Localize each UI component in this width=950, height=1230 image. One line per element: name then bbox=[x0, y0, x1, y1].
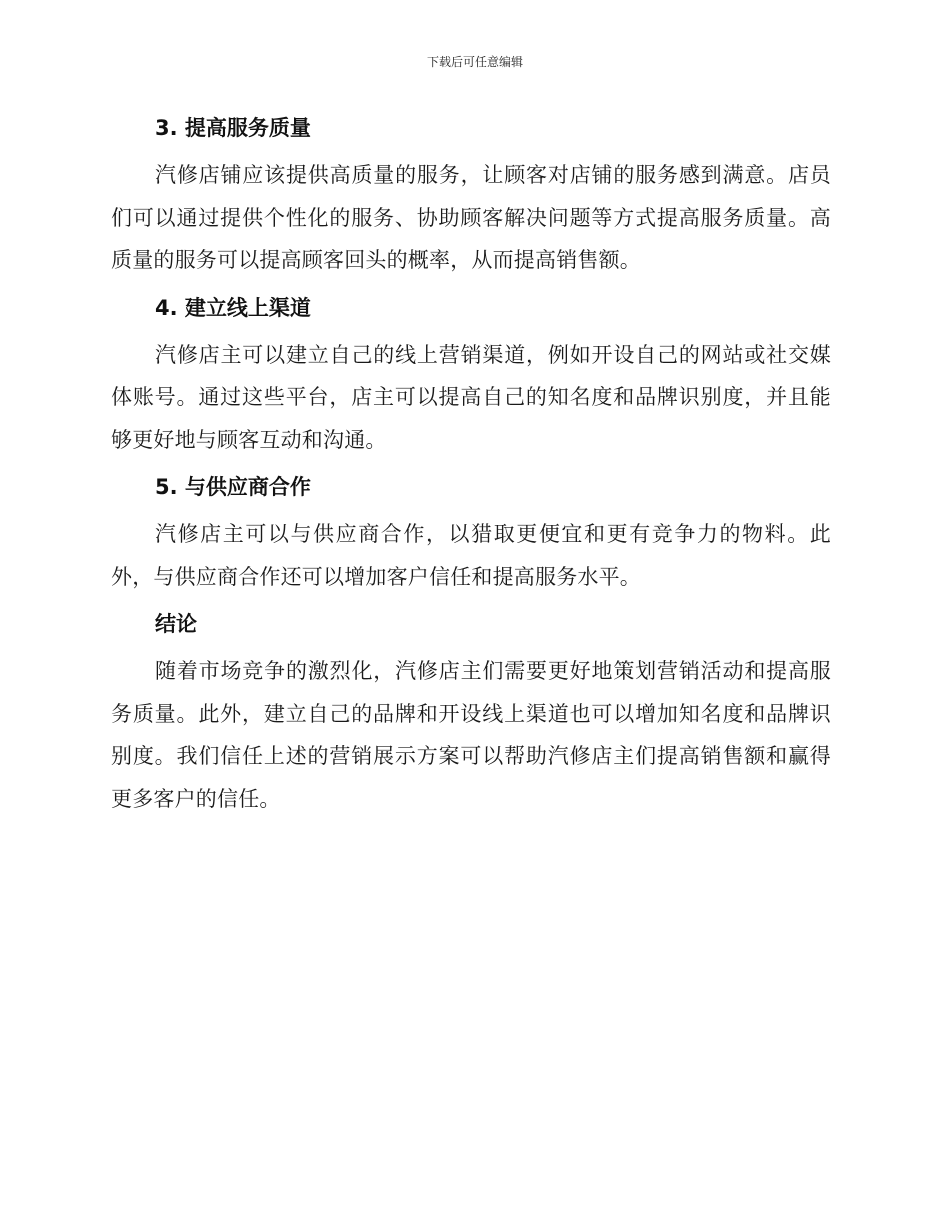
section-heading: 结论 bbox=[155, 612, 197, 636]
section-heading: 4. 建立线上渠道 bbox=[155, 295, 311, 320]
section-service-quality bbox=[111, 108, 831, 282]
section-paragraph: 汽修店主可以与供应商合作，以猎取更便宜和更有竞争力的物料。此外，与供应商合作还可以增加客户信任和提高服务水平。 bbox=[111, 522, 831, 589]
section-paragraph: 汽修店铺应该提供高质量的服务，让顾客对店铺的服务感到满意。店员们可以通过提供个性化的服务、协助顾客解决问题等方式提高服务质量。高质量的服务可以提高顾客回头的概率，从而提高销售额。 bbox=[111, 163, 831, 272]
document-body bbox=[111, 108, 831, 826]
section-paragraph: 随着市场竞争的激烈化，汽修店主们需要更好地策划营销活动和提高服务质量。此外，建立自己的品牌和开设线上渠道也可以增加知名度和品牌识别度。我们信任上述的营销展示方案可以帮助汽修店主们提高销售额和赢得更多客户的信任。 bbox=[111, 659, 831, 811]
section-paragraph: 汽修店主可以建立自己的线上营销渠道，例如开设自己的网站或社交媒体账号。通过这些平台，店主可以提高自己的知名度和品牌识别度，并且能够更好地与顾客互动和沟通。 bbox=[111, 342, 831, 452]
section-heading: 3. 提高服务质量 bbox=[155, 116, 311, 140]
page-header: 下载后可任意编辑 bbox=[426, 55, 523, 69]
section-supplier-cooperation bbox=[111, 467, 831, 598]
section-conclusion bbox=[111, 604, 831, 820]
section-heading: 5. 与供应商合作 bbox=[155, 475, 311, 499]
section-online-channels bbox=[111, 288, 831, 462]
